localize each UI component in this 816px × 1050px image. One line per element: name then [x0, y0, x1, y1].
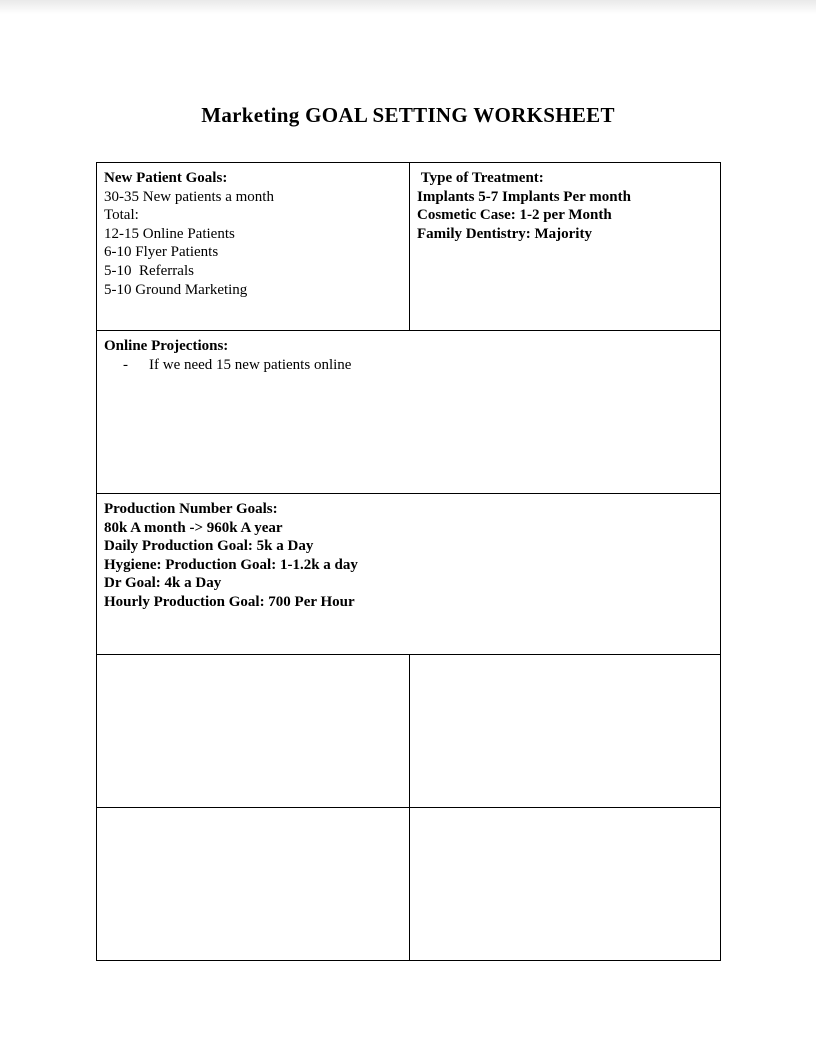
page-top-shadow: [0, 0, 816, 15]
cell-online-projections: [97, 331, 721, 494]
text-line: 5-10 Referrals: [104, 262, 194, 279]
cell-production-number-goals: [97, 494, 721, 655]
type-of-treatment-heading: Type of Treatment:: [417, 170, 544, 186]
text-line: Total:: [104, 207, 139, 224]
table-row: [97, 331, 721, 494]
text-line: Dr Goal: 4k a Day: [104, 575, 222, 592]
text-line: Implants 5-7 Implants Per month: [417, 188, 631, 205]
document-title: Marketing GOAL SETTING WORKSHEET: [201, 103, 615, 128]
text-line: 5-10 Ground Marketing: [104, 281, 248, 298]
table-row: [97, 808, 721, 961]
bullet-text: If we need 15 new patients online: [149, 356, 352, 373]
empty-cell: [410, 808, 721, 961]
worksheet-table: [96, 162, 721, 961]
online-projections-heading: Online Projections:: [104, 338, 229, 354]
text-line: Hygiene: Production Goal: 1-1.2k a day: [104, 556, 358, 573]
dash-bullet-marker: -: [123, 356, 128, 373]
empty-cell: [410, 655, 721, 808]
text-line: 6-10 Flyer Patients: [104, 244, 219, 261]
text-line: Hourly Production Goal: 700 Per Hour: [104, 593, 355, 610]
new-patient-goals-heading: New Patient Goals:: [104, 170, 228, 186]
empty-cell: [97, 655, 410, 808]
text-line: Daily Production Goal: 5k a Day: [104, 538, 314, 555]
bullet-item: [104, 356, 713, 375]
text-line: 80k A month -> 960k A year: [104, 519, 283, 536]
text-line: Family Dentistry: Majority: [417, 225, 592, 242]
cell-type-of-treatment: [410, 163, 721, 331]
empty-cell: [97, 808, 410, 961]
table-row: [97, 494, 721, 655]
table-row: [97, 655, 721, 808]
text-line: Cosmetic Case: 1-2 per Month: [417, 207, 612, 224]
production-goals-heading: Production Number Goals:: [104, 501, 278, 517]
text-line: 12-15 Online Patients: [104, 225, 235, 242]
table-row: [97, 163, 721, 331]
cell-new-patient-goals: [97, 163, 410, 331]
text-line: 30-35 New patients a month: [104, 188, 274, 205]
